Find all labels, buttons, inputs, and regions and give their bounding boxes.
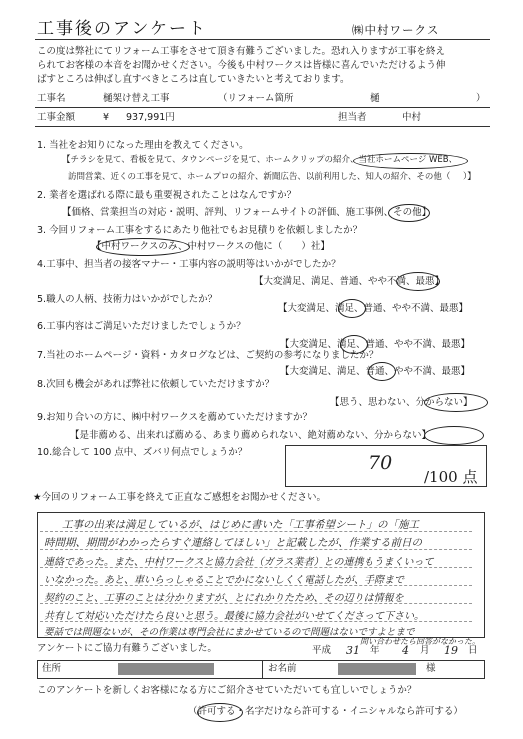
- q1-options-line-2: 訪問営業、近くの工事を見て、ホームプロの紹介、新聞広告、以前利用した、知人の紹介、その他（: [68, 172, 451, 182]
- q2-selected-circle: [388, 204, 430, 222]
- location-value: 樋: [370, 93, 380, 104]
- date-month-unit: 月: [420, 645, 430, 656]
- amount-label: 工事金額: [37, 112, 76, 123]
- q3-options: 【中村ワークスのみ、中村ワークスの他に（ ）社】: [92, 241, 330, 252]
- thanks-text: アンケートにご協力有難うございました。: [37, 643, 217, 654]
- q1-options-close: ）】: [463, 172, 476, 182]
- header-divider: [35, 39, 490, 40]
- q9-question: 9.お知り合いの方に、㈱中村ワークスを薦めていただけますか？: [37, 412, 312, 423]
- comments-prompt: ★今回のリフォーム工事を終えて正直なご感想をお聞かせください。: [33, 492, 327, 503]
- address-label: 住所: [42, 663, 62, 674]
- comment-line-7: 要話では問題ないが、その作業は専門会社にまかせているので問題はないですよとまで: [44, 627, 415, 638]
- q1-options-line-1: 【チラシを見て、看板を見て、タウンページを見て、ホームクリップの紹介、当社ホームページ WEB、: [62, 155, 458, 165]
- intro-line-2: られてお客様の本音をお聞かせください。今後も中村ワークスは皆様に喜んでいただけるよう伸: [37, 60, 446, 71]
- q1-selected-circle: [353, 153, 468, 169]
- q6-question: 6.工事内容はご満足いただけましたでしょうか？: [37, 321, 246, 332]
- name-label: お名前: [268, 663, 297, 674]
- permission-options: （許可する・名字だけなら許可する・イニシャルなら許可する）: [188, 706, 463, 717]
- date-day-unit: 日: [468, 645, 478, 656]
- q8-question: 8.次回も機会があれば弊社に依頼していただけますか？: [37, 379, 275, 390]
- q3-question: 3. 今回リフォーム工事をするにあたり他社でもお見積りを依頼しましたか？: [37, 225, 363, 236]
- name-redaction: [338, 663, 416, 675]
- q3-selected-circle: [96, 238, 190, 256]
- survey-title: 工事後のアンケート: [37, 19, 207, 39]
- comment-line-6: 共有して対応いただけたら良いと思う。最後に協力会社がいせてくださって下さい。: [44, 611, 424, 622]
- work-name-label: 工事名: [37, 93, 66, 104]
- comment-line-3: 連絡であった。また、中村ワークスと協力会社（ガラス業者）との連携もうまくいって: [44, 557, 434, 568]
- q5-options: 【大変満足、満足、普通、やや不満、最悪】: [278, 303, 469, 314]
- comment-line-2: 時間期、期間がわかったらすぐ連絡してほしい」と記載したが、作業する前日の: [44, 537, 422, 549]
- staff-label: 担当者: [338, 112, 367, 123]
- q5-selected-circle: [338, 299, 366, 318]
- score-value: 70: [368, 452, 393, 474]
- q2-question: 2. 業者を選ばれる際に最も重要視されたことはなんですか？: [37, 190, 297, 201]
- comment-side-note: 問い合わせたら回答がなかった。: [360, 637, 480, 646]
- permission-question: このアンケートを新しくお客様になる方にご紹介させていただいても宜しいでしょうか？: [37, 685, 417, 696]
- yen-symbol: ¥: [103, 112, 110, 123]
- date-month: 4: [402, 644, 409, 657]
- intro-line-3: ばすところは伸ばし直すべきところは直していきたいと考えております。: [37, 74, 350, 85]
- q7-options: 【大変満足、満足、普通、やや不満、最悪】: [280, 366, 471, 377]
- address-name-box: [37, 660, 485, 679]
- company-name: ㈱中村ワークス: [352, 23, 440, 37]
- q5-question: 5.職人の人柄、技術力はいかがでしたか？: [37, 294, 218, 305]
- staff-value: 中村: [402, 112, 422, 123]
- q8-options: 【思う、思わない、分からない】: [330, 397, 473, 408]
- honorific: 様: [426, 663, 436, 674]
- address-redaction: [118, 663, 214, 675]
- q7-question: 7.当社のホームページ・資料・カタログなどは、ご契約の参考になりましたか？: [37, 350, 379, 361]
- work-name-value: 樋架け替え工事: [103, 93, 170, 104]
- q7-selected-circle: [368, 362, 396, 381]
- score-suffix: /100 点: [424, 468, 478, 486]
- q4-selected-circle: [396, 272, 440, 291]
- comment-line-4: いなかった。あと、車いらっしゃることでかにないしくく電話したが、手際まで: [44, 575, 404, 586]
- intro-line-1: この度は弊社にてリフォーム工事をさせて頂き有難うございました。恐れ入りますが工事を終え: [37, 46, 446, 57]
- location-label: （リフォーム箇所: [218, 93, 294, 104]
- q9-options: 【是非薦める、出来れば薦める、あまり薦められない、絶対薦めない、分からない】: [70, 430, 432, 441]
- q1-question: 1. 当社をお知りになった理由を教えてください。: [37, 140, 249, 151]
- date-day: 19: [444, 644, 458, 657]
- q9-selected-circle: [424, 426, 484, 445]
- location-close: ）: [476, 93, 486, 104]
- comment-line-5: 契約のこと、工事のことは分かりますが、とにれかりたため、その辺りは情報を: [44, 593, 404, 604]
- permission-selected-circle: [197, 703, 243, 722]
- address-divider: [262, 660, 263, 678]
- date-era: 平成: [312, 645, 332, 656]
- q8-selected-circle: [424, 393, 488, 412]
- comment-line-1: 工事の出来は満足しているが、はじめに書いた「工事希望シート」の「施工: [62, 519, 419, 531]
- info-underline-1: [35, 107, 490, 108]
- amount-value: 937,991円: [126, 112, 175, 123]
- q6-options: 【大変満足、満足、普通、やや不満、最悪】: [280, 339, 471, 350]
- q4-options: 【大変満足、満足、普通、やや不満、最悪】: [254, 276, 445, 287]
- info-underline-2: [35, 126, 490, 127]
- date-year: 31: [346, 644, 360, 657]
- q2-options: 【価格、営業担当の対応・説明、評判、リフォームサイトの評価、施工事例、その他】: [62, 207, 432, 218]
- q4-question: 4.工事中、担当者の接客マナー・工事内容の説明等はいかがでしたか？: [37, 259, 341, 270]
- q10-question: 10.総合して 100 点中、ズバリ何点でしょうか？: [37, 447, 248, 458]
- date-year-unit: 年: [370, 645, 380, 656]
